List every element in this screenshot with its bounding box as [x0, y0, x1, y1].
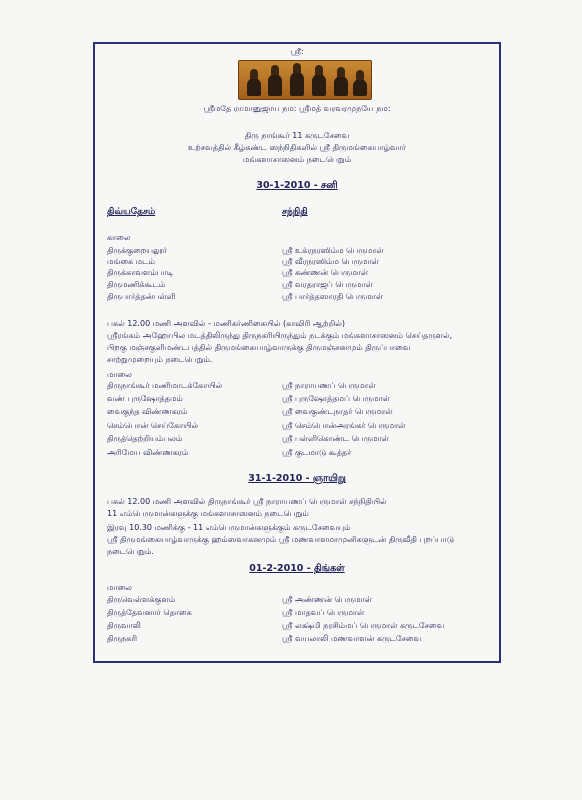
list-item: மங்கை மடம்: [107, 257, 155, 266]
day2-line-4: ஸ்ரீ திருமங்கையாழ்வாருக்கு ஹம்ஸவாகனமும் ஸ்ரீ மணவாளமாமுனிகளுடன் திருவீதி புறப்பாடு: [107, 535, 455, 544]
title-line-3: மங்களாசாஸனம் நடைபெறும்: [242, 155, 352, 164]
list-item: ஸ்ரீ லக்ஷ்மி நரசிம்மப் பெருமாள் கருடசேவை: [282, 621, 445, 630]
evening-label: மாலை: [107, 370, 132, 379]
list-item: திருபார்த்தன்பள்ளி: [107, 292, 176, 301]
morning-label: காலை: [107, 233, 131, 242]
list-item: திருமணிக்கூடம்: [107, 280, 166, 289]
day2-heading: 31-1-2010 - ஞாயிறு: [248, 473, 346, 484]
list-item: திருவாலி: [107, 621, 141, 630]
day1-heading: 30-1-2010 - சனி: [256, 180, 338, 191]
list-item: ஸ்ரீ செம்பொன்அரங்கர் பெருமாள்: [282, 421, 406, 430]
list-item: ஸ்ரீ வீரநரஸிம்ம பெருமாள்: [282, 257, 379, 266]
list-item: ஸ்ரீ அண்ணன் பெருமாள்: [282, 595, 372, 604]
list-item: ஸ்ரீ வயலாலி மணவாளன் கருடசேவை: [282, 634, 422, 643]
list-item: ஸ்ரீ குடமாடு கூத்தர்: [282, 448, 352, 457]
list-item: ஸ்ரீ நாராயணப் பெருமாள்: [282, 381, 376, 390]
noon-line-4: சாற்றுமுறையும் நடைபெறும்.: [107, 355, 213, 364]
noon-line-2: ஸ்ரீரங்கம் அஹோபில மடத்திலிருந்து திருநகரியிருந்தும் நடக்கும் மங்களாசாஸனம் செய்தருளல்,: [107, 331, 453, 340]
list-item: திருநகரி: [107, 634, 137, 643]
invocation: ஸ்ரீ:: [290, 47, 304, 56]
title-line-1: திரு நாங்கூர் 11 கருடசேவை: [244, 131, 350, 140]
list-item: ஸ்ரீ பள்ளிகொண்ட பெருமாள்: [282, 434, 390, 443]
list-item: செம்பொன் செய்கோயில்: [107, 421, 199, 430]
list-item: வைகுந்த விண்ணகரம்: [107, 407, 188, 416]
day2-line-5: நடைபெறும்.: [107, 547, 154, 556]
list-item: திருக்காவளம்பாடி: [107, 268, 174, 277]
list-item: திருவெள்ளக்குளம்: [107, 595, 176, 604]
day2-line-1: பகல் 12.00 மணி அளவில் திருநாங்கூர் ஸ்ரீ நாராயணப் பெருமாள் சந்நிதியில்: [107, 497, 387, 506]
list-item: அரிமேய விண்ணகரம்: [107, 448, 189, 457]
title-line-2: உற்சவத்தில் கீழ்கண்ட ஸந்நிதிகளில் ஸ்ரீ திருமங்கையாழ்வார்: [187, 143, 407, 152]
list-item: வண் புருஷோத்தமம்: [107, 394, 183, 403]
list-item: ஸ்ரீ வைகுண்டநாதர் பெருமாள்: [282, 407, 393, 416]
list-item: ஸ்ரீ வரதராஜப் பெருமாள்: [282, 280, 373, 289]
day2-line-3: இரவு 10.30 மணிக்கு - 11 எம்பெருமான்களுக்கும் கருடசேவையும்: [107, 523, 351, 532]
deities-image: [238, 60, 372, 100]
day3-heading: 01-2-2010 - திங்கள்: [249, 563, 345, 574]
noon-line-3: பிறகு மஞ்சகுளிமண்டபத்தில் திருமங்கையாழ்வாருக்கு திருமஞ்சனமும் திருப்பாவை: [107, 343, 411, 352]
list-item: ஸ்ரீ உக்ரநரஸிம்ம பெருமாள்: [282, 246, 384, 255]
list-item: திருத்தேவனார் தொகை: [107, 608, 192, 617]
list-item: திருக்குறையலூர்: [107, 246, 167, 255]
col-head-shrine: சந்நிதி: [282, 207, 308, 217]
list-item: ஸ்ரீ பார்த்தஸாரதி பெருமாள்: [282, 292, 384, 301]
noon-line-1: பகல் 12.00 மணி அளவில் - மணிகர்ணிகையில் (காவிரி ஆற்றில்): [107, 319, 346, 328]
salutation: ஸ்ரீமதே ராமானுஜாய நம: ஸ்ரீமத் வரவரமுநயே நம:: [203, 104, 391, 113]
day3-evening-label: மாலை: [107, 583, 132, 592]
col-head-place: திவ்யதேசம்: [107, 207, 156, 217]
list-item: ஸ்ரீ புருஷோத்தமப் பெருமாள்: [282, 394, 390, 403]
day2-line-2: 11 எம்பெருமான்களுக்கு மங்களாசாஸனம் நடைபெறும்: [107, 509, 309, 518]
list-item: ஸ்ரீ கண்ணன் பெருமாள்: [282, 268, 369, 277]
list-item: திருத்தெற்றியம்பலம்: [107, 434, 183, 443]
list-item: திருநாங்கூர் மணிமாடக்கோயில்: [107, 381, 223, 390]
list-item: ஸ்ரீ மாதவப் பெருமாள்: [282, 608, 365, 617]
